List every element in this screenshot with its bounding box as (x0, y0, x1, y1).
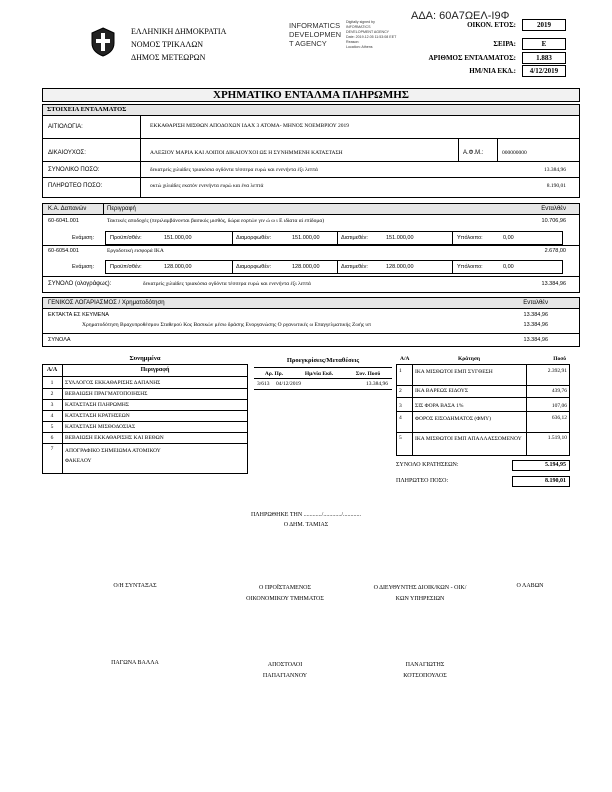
deduction-no: 1 (399, 368, 402, 374)
order-details-header: ΣΤΟΙΧΕΙΑ ΕΝΤΑΛΜΑΤΟΣ (43, 105, 579, 115)
deduction-desc: ΦΟΡΟΣ ΕΙΣΟΔΗΜΑΤΟΣ (ΦΜΥ) (415, 416, 491, 422)
dia-label: Διαμορφωθέν: (236, 235, 272, 241)
beneficiary-value: ΑΛΕΞΙΟΥ ΜΑΡΙΑ ΚΑΙ ΛΟΙΠΟΙ ΔΙΚΑΙΟΥΧΟΙ ΩΣ Η ΣΥΝΗΜΜΕΝΗ ΚΑΤΑΣΤΑΣΗ (150, 150, 343, 156)
attachment-no: 2 (50, 391, 54, 397)
dis-value: 151.000,00 (386, 235, 414, 241)
agency-line-3: T AGENCY (289, 39, 327, 48)
signatory-name-3: ΠΑΝΑΓΙΩΤΗΣ ΚΟΤΣΟΠΟΥΛΟΣ (403, 662, 447, 679)
ledger-header-label: ΓΕΝΙΚΟΣ ΛΟΓΑΡΙΑΣΜΟΣ / Χρηματοδότηση (48, 300, 165, 306)
issuer-line-3: ΔΗΜΟΣ ΜΕΤΕΩΡΩΝ (131, 53, 206, 62)
attachment-desc: ΒΕΒΑΙΩΣΗ ΕΚΚΑΘΑΡΙΣΗΣ ΚΑΙ ΒΕΘΩΝ (65, 435, 164, 441)
deduction-desc: ΙΚΑ ΜΙΣΘΩΤΟΙ ΕΜΠ ΣΥΓΘΕΣΗ (415, 369, 493, 375)
budget-sum-amount: 13.384,96 (541, 281, 566, 287)
ada-code: ΑΔΑ: 60Α7ΩΕΛ-Ι9Φ (411, 10, 510, 22)
deduction-desc: ΙΚΑ ΜΙΣΘΩΤΟΙ ΕΜΠ ΑΠΑΛΛΑΣΣΟΜΕΝΟΥ (415, 436, 522, 442)
signature-line: Reason: (346, 40, 360, 44)
signature-drafter: Ο/Η ΣΥΝΤΑΞΑΣ (113, 583, 157, 589)
budget-col-desc: Περιγραφή (107, 206, 136, 212)
deductions-sum-label: ΣΥΝΟΛΟ ΚΡΑΤΗΣΕΩΝ: (396, 462, 459, 468)
pre-label: Προϋπ/σθέν: (110, 235, 142, 241)
attachments-col-no: Α/Α (46, 367, 58, 373)
agency-line-1: INFORMATICS (289, 21, 341, 30)
deduction-no: 2 (399, 388, 402, 394)
deductions-sum-amount: 5.194,95 (512, 460, 570, 471)
attachment-desc: ΒΕΒΑΙΩΣΗ ΠΡΑΓΜΑΤΟΠΟΙΗΣΗΣ (65, 391, 148, 397)
attachment-desc: ΚΑΤΑΣΤΑΣΗ ΠΛΗΡΩΜΗΣ (65, 402, 130, 408)
dia-label: Διαμορφωθέν: (236, 264, 272, 270)
issuer-block (131, 25, 226, 64)
ledger-total-label: ΣΥΝΟΛΑ (48, 337, 71, 343)
deduction-amount: 107,06 (551, 403, 567, 409)
afm-label: Α.Φ.Μ.: (463, 150, 484, 156)
total-amount-words: δεκατρείς χιλιάδες τριακόσια ογδόντα τέσσερα ευρώ και ενενήντα έξι λεπτά (150, 167, 318, 173)
final-payable-amount: 8.190,01 (512, 476, 570, 487)
attachment-no: 4 (50, 413, 54, 419)
deduction-desc: ΣΙΣ ΦΟΡΑ ΒΑΣΑ 1% (415, 403, 464, 409)
issue-date-value: 4/12/2019 (522, 65, 566, 77)
attachment-no: 5 (50, 424, 54, 430)
paid-on-line: ΠΛΗΡΩΘΗΚΕ ΤΗΝ ............/............/............ (250, 512, 362, 518)
rem-label: Υπόλοιπο: (457, 235, 483, 241)
signature-line: DEVELOPMENT AGENCY (346, 30, 390, 34)
attachment-no: 3 (50, 402, 54, 408)
rem-label: Υπόλοιπο: (457, 264, 483, 270)
budget-row-amount: 2.678,00 (544, 248, 566, 254)
deduction-no: 3 (399, 403, 402, 409)
ledger-header-amount: Ενταλθέν (523, 300, 548, 306)
total-amount-label: ΣΥΝΟΛΙΚΟ ΠΟΣΟ: (48, 167, 100, 173)
ledger-line-2: Χρηματοδότηση Βραχυπροθέσμου Σταθερού Κος Βασικών μέσω δράσης Ενοργανώσης Ο ργανωτικές ω Επαγγελματικής Ζωής υπ (82, 322, 371, 328)
order-number-label: ΑΡΙΘΜΟΣ ΕΝΤΑΛΜΑΤΟΣ: (428, 54, 516, 62)
signature-line: Date: 2019.12.05 11:53:08 EET (346, 35, 397, 39)
deduction-amount: 2.392,91 (547, 368, 567, 374)
order-number-value: 1.883 (522, 52, 566, 64)
deduction-no: 4 (399, 415, 402, 421)
commitments-col-date: Ημ/νία Εκδ. (304, 371, 334, 377)
budget-row-code: 60-6054.001 (48, 248, 79, 254)
deduction-amount: 1.519,10 (547, 435, 567, 441)
deductions-col-desc: Κράτηση (457, 356, 481, 362)
attachments-title: Συνημμένα (129, 355, 161, 362)
attachment-no: 7 (50, 446, 54, 452)
commitments-col-amount: Συν. Ποσό (355, 371, 381, 377)
agency-line-2: DEVELOPMEN (289, 30, 342, 39)
ledger-line-1-amount: 13.384,96 (523, 312, 548, 318)
signatory-name-1: ΠΑΓΩΝΑ ΒΑΛΛΑ (111, 660, 159, 666)
ledger-line-2-amount: 13.384,96 (523, 322, 548, 328)
commitment-amount: 13.384,96 (366, 381, 388, 387)
total-amount-value: 13.384,96 (544, 167, 566, 173)
deductions-col-no: Α/Α (400, 356, 410, 362)
budget-row-amount: 10.706,96 (541, 218, 566, 224)
signature-line: Digitally signed by (346, 20, 375, 24)
rem-value: 0,00 (503, 235, 514, 241)
final-payable-label: ΠΛΗΡΩΤΕΟ ΠΟΣΟ: (396, 478, 449, 484)
signer-agency (289, 21, 341, 48)
greek-emblem-icon (90, 27, 116, 57)
pre-label: Προϋπ/σθέν: (110, 264, 142, 270)
budget-col-amount: Ενταλθέν (541, 206, 566, 212)
signature-line: INFORMATICS (346, 25, 371, 29)
signature-recipient: Ο ΛΑΒΩΝ (516, 583, 544, 589)
attachment-desc: ΚΑΤΑΣΤΑΣΗ ΜΙΣΘΟΔΟΣΙΑΣ (65, 424, 136, 430)
attachment-no: 1 (50, 380, 54, 386)
deductions-col-amount: Ποσό (553, 356, 566, 362)
deduction-amount: 439,76 (551, 388, 567, 394)
ledger-total-amount: 13.384,96 (523, 337, 548, 343)
budget-row-desc: Εργοδοτική εισφορά ΙΚΑ (107, 248, 164, 254)
pre-value: 128.000,00 (164, 264, 192, 270)
year-value: 2019 (522, 19, 566, 31)
attachments-col-desc: Περιγραφή (140, 367, 170, 373)
deduction-desc: ΙΚΑ ΒΑΡΕΩΣ ΕΙΔΟΥΣ (415, 388, 469, 394)
budget-row-code: 60-6041.001 (48, 218, 79, 224)
dia-value: 128.000,00 (292, 264, 320, 270)
attachment-desc: ΚΑΤΑΣΤΑΣΗ ΚΡΑΤΗΣΕΩΝ (65, 413, 130, 419)
rem-value: 0,00 (503, 264, 514, 270)
payable-amount-value: 8.190,01 (546, 183, 566, 189)
issuer-line-2: ΝΟΜΟΣ ΤΡΙΚΑΛΩΝ (131, 40, 204, 49)
dis-value: 128.000,00 (386, 264, 414, 270)
dia-value: 151.000,00 (292, 235, 320, 241)
issuer-line-1: ΕΛΛΗΝΙΚΗ ΔΗΜΟΚΡΑΤΙΑ (131, 27, 227, 36)
budget-sum-words: δεκατρείς χιλιάδες τριακόσια ογδόντα τέσσερα ευρώ και ενενήντα έξι λεπτά (143, 281, 311, 287)
cause-value: ΕΚΚΑΘΑΡΙΣΗ ΜΙΣΘΩΝ ΑΠΟΔΟΧΩΝ ΙΔΑΧ 3 ΑΤΟΜΑ- ΜΗΝΟΣ ΝΟΕΜΒΡΙΟΥ 2019 (150, 123, 349, 129)
issue-date-label: ΗΜ/ΝΙΑ ΕΚΔ.: (469, 67, 516, 75)
series-value: Ε (522, 38, 566, 50)
series-label: ΣΕΙΡΑ: (493, 40, 516, 48)
attachment-desc: ΑΠΟΓΡΑΦΙΚΟ ΣΗΜΕΙΩΜΑ ΑΤΟΜΙΚΟΥ ΦΑΚΕΛΟΥ (65, 448, 161, 464)
budget-sum-label: ΣΥΝΟΛΟ (ολογράφως): (48, 281, 112, 287)
signature-line: Location: Athens (346, 45, 373, 49)
afm-value: 000000000 (502, 150, 527, 156)
commitments-title: Προεγκρίσεις/Μεταθέσεις (286, 357, 360, 364)
commitments-col-no: Αρ. Πρ. (264, 371, 284, 377)
budget-row-desc: Τακτικές αποδοχές (περιλαμβάνονται βασικός μισθός, δώρα εορτών γιν ώ ω ι Ε ιδίατα αί επίδομα) (107, 218, 325, 224)
beneficiary-label: ΔΙΚΑΙΟΥΧΟΣ: (48, 150, 86, 156)
cashier-label: Ο ΔΗΜ. ΤΑΜΙΑΣ (283, 522, 329, 528)
ledger-line-1: ΕΚΤΑΚΤΑ ΕΣ ΚΕΥΜΕΝΑ (48, 312, 109, 318)
cause-label: ΑΙΤΙΟΛΟΓΙΑ: (48, 124, 83, 130)
budget-row-commit-label: Ενάμιση: (72, 264, 94, 270)
budget-row-commit-label: Ενάμιση: (72, 235, 94, 241)
deduction-no: 5 (399, 435, 402, 441)
pre-value: 151.000,00 (164, 235, 192, 241)
payable-amount-label: ΠΛΗΡΩΤΕΟ ΠΟΣΟ: (48, 183, 103, 189)
year-label: ΟΙΚΟΝ. ΕΤΟΣ: (467, 21, 516, 29)
commitment-date: 04/12/2019 (276, 381, 302, 387)
deduction-amount: 636,12 (551, 415, 567, 421)
budget-col-code: Κ.Α. Δαπανών (48, 206, 87, 212)
attachment-desc: ΣΥΛΛΟΓΟΣ ΕΚΚΑΘΑΡΙΣΗΣ ΔΑΠΑΝΗΣ (65, 380, 161, 386)
dis-label: Διατιμεθέν: (341, 264, 368, 270)
payable-amount-words: οκτώ χιλιάδες εκατόν ενενήντα ευρώ και ένα λεπτά (150, 183, 264, 189)
signature-financial-head: Ο ΠΡΟΪΣΤΑΜΕΝΟΣ ΟΙΚΟΝΟΜΙΚΟΥ ΤΜΗΜΑΤΟΣ (246, 585, 324, 602)
digital-signature-text (346, 20, 396, 50)
commitment-no: 3/613 (257, 381, 270, 387)
attachment-no: 6 (50, 435, 54, 441)
document-title: ΧΡΗΜΑΤΙΚΟ ΕΝΤΑΛΜΑ ΠΛΗΡΩΜΗΣ (42, 88, 580, 102)
signatory-name-2: ΑΠΟΣΤΟΛΟΙ ΠΑΠΑΓΙΑΝΝΟΥ (262, 662, 308, 679)
signature-director: Ο ΔΙΕΥΘΥΝΤΗΣ ΔΙΟΙΚ/ΚΩΝ - ΟΙΚ/ΚΩΝ ΥΠΗΡΕΣΙΩΝ (373, 585, 467, 602)
dis-label: Διατιμεθέν: (341, 235, 368, 241)
